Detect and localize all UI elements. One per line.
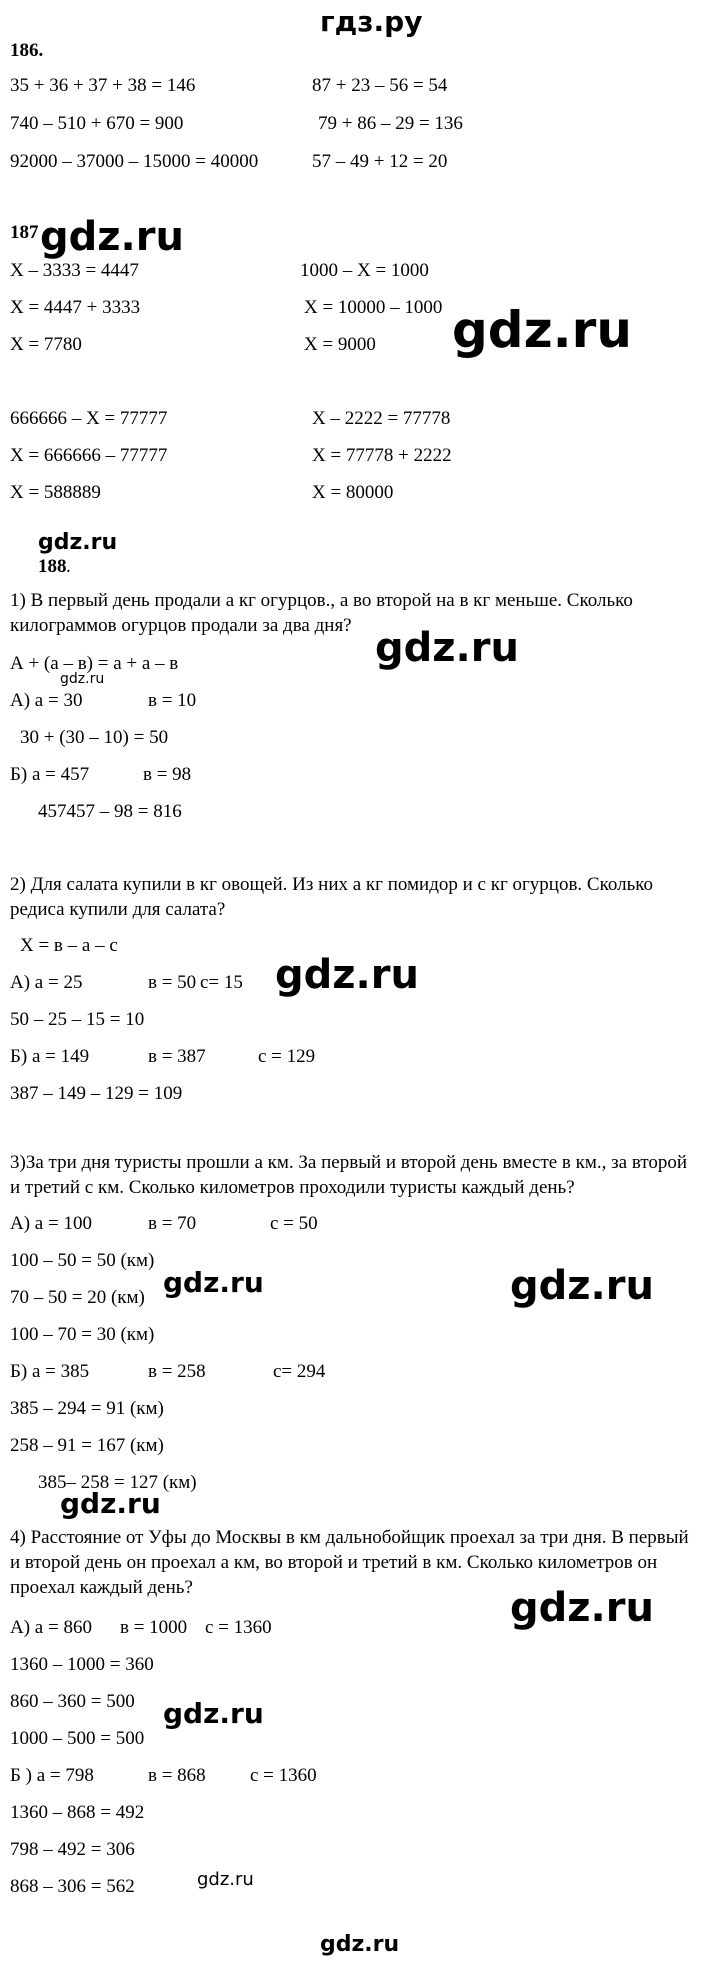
variant-value: с= 15 bbox=[200, 972, 243, 993]
equation: X = 77778 + 2222 bbox=[312, 445, 452, 466]
equation: 57 – 49 + 12 = 20 bbox=[312, 151, 448, 172]
variant-value: в = 387 bbox=[148, 1046, 206, 1067]
formula: А + (а – в) = а + а – в bbox=[10, 653, 179, 674]
variant-value: в = 10 bbox=[148, 690, 197, 711]
task-188-number: 188 bbox=[38, 556, 67, 577]
calculation: 1360 – 868 = 492 bbox=[10, 1802, 145, 1823]
watermark-text: gdz.ru bbox=[510, 1263, 654, 1309]
equation: X – 2222 = 77778 bbox=[312, 408, 451, 429]
site-footer: gdz.ru bbox=[320, 1932, 400, 1957]
variant-b-label: Б ) а = 798 bbox=[10, 1765, 94, 1786]
calculation: 385 – 294 = 91 (км) bbox=[10, 1398, 164, 1419]
equation: X = 7780 bbox=[10, 334, 82, 355]
equation: X = 588889 bbox=[10, 482, 101, 503]
calculation: 860 – 360 = 500 bbox=[10, 1691, 135, 1712]
variant-value: в = 70 bbox=[148, 1213, 197, 1234]
variant-b-label: Б) а = 149 bbox=[10, 1046, 90, 1067]
calculation: 1000 – 500 = 500 bbox=[10, 1728, 145, 1749]
equation: 79 + 86 – 29 = 136 bbox=[318, 113, 463, 134]
site-header: гдз.ру bbox=[320, 5, 423, 38]
variant-a-label: А) а = 30 bbox=[10, 690, 83, 711]
problem-text: 2) Для салата купили в кг овощей. Из них а кг помидор и с кг огурцов. Сколько редиса купили для салата? bbox=[10, 874, 654, 920]
variant-value: с = 1360 bbox=[250, 1765, 317, 1786]
calculation: 100 – 50 = 50 (км) bbox=[10, 1250, 155, 1271]
variant-a-label: А) а = 100 bbox=[10, 1213, 92, 1234]
equation: 35 + 36 + 37 + 38 = 146 bbox=[10, 75, 196, 96]
variant-value: с = 129 bbox=[258, 1046, 316, 1067]
watermark-text: gdz.ru bbox=[38, 530, 118, 555]
variant-value: в = 258 bbox=[148, 1361, 206, 1382]
variant-a-label: А) а = 860 bbox=[10, 1617, 92, 1638]
calculation: 100 – 70 = 30 (км) bbox=[10, 1324, 155, 1345]
watermark-text: gdz.ru bbox=[163, 1697, 264, 1730]
calculation: 387 – 149 – 129 = 109 bbox=[10, 1083, 183, 1104]
watermark-text: gdz.ru bbox=[163, 1266, 264, 1299]
calculation: 258 – 91 = 167 (км) bbox=[10, 1435, 164, 1456]
calculation: 70 – 50 = 20 (км) bbox=[10, 1287, 145, 1308]
task-187-number: 187 bbox=[10, 222, 39, 243]
watermark-text: gdz.ru bbox=[510, 1585, 654, 1631]
variant-a-label: А) а = 25 bbox=[10, 972, 83, 993]
watermark-text: gdz.ru bbox=[60, 671, 105, 687]
equation: 92000 – 37000 – 15000 = 40000 bbox=[10, 151, 259, 172]
watermark-text: gdz.ru bbox=[40, 214, 184, 260]
task-186-number: 186. bbox=[10, 40, 44, 61]
variant-value: в = 50 bbox=[148, 972, 197, 993]
problem-text: 3)За три дня туристы прошли а км. За первый и второй день вместе в км., за второй и третий с км. Сколько километров проходили туристы каждый день? bbox=[10, 1152, 688, 1198]
variant-value: с = 50 bbox=[270, 1213, 318, 1234]
equation: X = 80000 bbox=[312, 482, 394, 503]
watermark-text: gdz.ru bbox=[375, 625, 519, 671]
equation: X = 10000 – 1000 bbox=[304, 297, 443, 318]
formula: Х = в – а – с bbox=[20, 935, 118, 956]
variant-value: в = 1000 bbox=[120, 1617, 188, 1638]
calculation: 385– 258 = 127 (км) bbox=[38, 1472, 197, 1493]
variant-value: с= 294 bbox=[273, 1361, 326, 1382]
calculation: 798 – 492 = 306 bbox=[10, 1839, 135, 1860]
variant-value: в = 868 bbox=[148, 1765, 206, 1786]
variant-b-label: Б) а = 385 bbox=[10, 1361, 90, 1382]
equation: 740 – 510 + 670 = 900 bbox=[10, 113, 184, 134]
watermark-text: gdz.ru bbox=[452, 301, 632, 359]
equation: X = 666666 – 77777 bbox=[10, 445, 168, 466]
equation: X – 3333 = 4447 bbox=[10, 260, 139, 281]
equation: 666666 – X = 77777 bbox=[10, 408, 168, 429]
equation: X = 9000 bbox=[304, 334, 376, 355]
calculation: 1360 – 1000 = 360 bbox=[10, 1654, 154, 1675]
watermark-text: gdz.ru bbox=[275, 952, 419, 998]
calculation: 457457 – 98 = 816 bbox=[38, 801, 182, 822]
variant-value: с = 1360 bbox=[205, 1617, 272, 1638]
equation: 87 + 23 – 56 = 54 bbox=[312, 75, 448, 96]
calculation: 50 – 25 – 15 = 10 bbox=[10, 1009, 145, 1030]
variant-value: в = 98 bbox=[143, 764, 192, 785]
variant-b-label: Б) а = 457 bbox=[10, 764, 90, 785]
problem-text: 1) В первый день продали а кг огурцов., а во второй на в кг меньше. Сколько килограммов огурцов продали за два дня? bbox=[10, 590, 633, 636]
problem-text: 4) Расстояние от Уфы до Москвы в км дальнобойщик проехал за три дня. В первый и второй день он проехал а км, во второй и третий в км. Сколько километров он проехал каждый день? bbox=[10, 1527, 689, 1598]
watermark-text: gdz.ru bbox=[60, 1487, 161, 1520]
calculation: 868 – 306 = 562 bbox=[10, 1876, 135, 1897]
equation: 1000 – X = 1000 bbox=[300, 260, 429, 281]
watermark-text: gdz.ru bbox=[197, 1869, 254, 1890]
equation: X = 4447 + 3333 bbox=[10, 297, 141, 318]
calculation: 30 + (30 – 10) = 50 bbox=[20, 727, 169, 748]
